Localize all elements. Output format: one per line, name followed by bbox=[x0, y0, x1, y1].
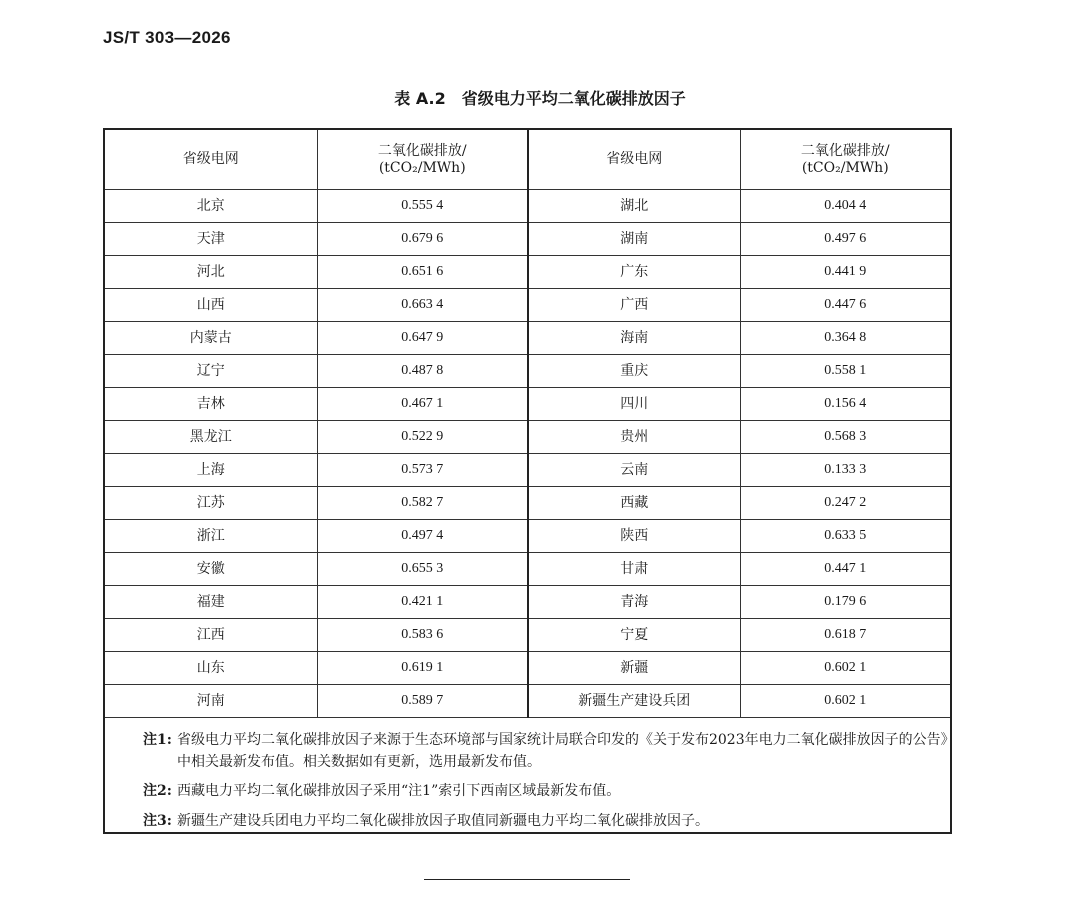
emission-value-cell: 0.618 7 bbox=[740, 619, 950, 652]
province-name-cell: 山西 bbox=[105, 289, 317, 322]
header-emission-right bbox=[740, 130, 950, 190]
table-row bbox=[105, 487, 950, 520]
table-row bbox=[105, 553, 950, 586]
table-row bbox=[105, 322, 950, 355]
emission-value-cell: 0.602 1 bbox=[740, 685, 950, 718]
province-name-cell: 海南 bbox=[528, 322, 740, 355]
province-name-cell: 重庆 bbox=[528, 355, 740, 388]
province-name-cell: 吉林 bbox=[105, 388, 317, 421]
province-name-cell: 西藏 bbox=[528, 487, 740, 520]
table-row bbox=[105, 619, 950, 652]
emission-value-cell: 0.663 4 bbox=[317, 289, 528, 322]
emission-value-cell: 0.447 1 bbox=[740, 553, 950, 586]
province-name-cell: 内蒙古 bbox=[105, 322, 317, 355]
emission-value-cell: 0.589 7 bbox=[317, 685, 528, 718]
table-row bbox=[105, 190, 950, 223]
table-row bbox=[105, 586, 950, 619]
header-emission-line1: 二氧化碳排放/ bbox=[377, 142, 467, 159]
province-name-cell: 宁夏 bbox=[528, 619, 740, 652]
province-name-cell: 四川 bbox=[528, 388, 740, 421]
emission-value-cell: 0.156 4 bbox=[740, 388, 950, 421]
emission-value-cell: 0.582 7 bbox=[317, 487, 528, 520]
table-row bbox=[105, 355, 950, 388]
province-name-cell: 云南 bbox=[528, 454, 740, 487]
emission-value-cell: 0.647 9 bbox=[317, 322, 528, 355]
emission-value-cell: 0.421 1 bbox=[317, 586, 528, 619]
note-label: 注1: bbox=[143, 732, 172, 748]
header-emission-left bbox=[317, 130, 528, 190]
emission-value-cell: 0.655 3 bbox=[317, 553, 528, 586]
province-name-cell: 湖南 bbox=[528, 223, 740, 256]
table-frame bbox=[103, 128, 952, 834]
province-name-cell: 新疆 bbox=[528, 652, 740, 685]
emission-value-cell: 0.487 8 bbox=[317, 355, 528, 388]
note-item bbox=[143, 730, 950, 773]
table-header-row bbox=[105, 130, 950, 190]
emission-value-cell: 0.573 7 bbox=[317, 454, 528, 487]
province-name-cell: 上海 bbox=[105, 454, 317, 487]
province-name-cell: 青海 bbox=[528, 586, 740, 619]
province-name-cell: 广西 bbox=[528, 289, 740, 322]
table-row bbox=[105, 388, 950, 421]
note-text: 新疆生产建设兵团电力平均二氧化碳排放因子取值同新疆电力平均二氧化碳排放因子。 bbox=[177, 813, 709, 830]
document-code: JS/T 303—2026 bbox=[103, 28, 231, 47]
note-text: 西藏电力平均二氧化碳排放因子采用“注1”索引下西南区域最新发布值。 bbox=[177, 783, 621, 800]
header-grid-left: 省级电网 bbox=[105, 130, 317, 190]
table-row bbox=[105, 289, 950, 322]
emission-value-cell: 0.364 8 bbox=[740, 322, 950, 355]
emission-value-cell: 0.467 1 bbox=[317, 388, 528, 421]
note-text: 省级电力平均二氧化碳排放因子来源于生态环境部与国家统计局联合印发的《关于发布2023年电力二氧化碳排放因子的公告》中相关最新发布值。相关数据如有更新，选用最新发布值。 bbox=[177, 732, 948, 770]
emission-value-cell: 0.497 4 bbox=[317, 520, 528, 553]
header-emission-line2: (tCO₂/MWh) bbox=[801, 159, 889, 176]
footer-rule bbox=[424, 879, 630, 880]
emission-value-cell: 0.619 1 bbox=[317, 652, 528, 685]
emission-factor-table bbox=[105, 130, 950, 718]
table-row bbox=[105, 256, 950, 289]
note-item bbox=[143, 781, 950, 803]
emission-value-cell: 0.247 2 bbox=[740, 487, 950, 520]
province-name-cell: 辽宁 bbox=[105, 355, 317, 388]
header-emission-line1: 二氧化碳排放/ bbox=[800, 142, 890, 159]
province-name-cell: 河南 bbox=[105, 685, 317, 718]
province-name-cell: 湖北 bbox=[528, 190, 740, 223]
emission-value-cell: 0.558 1 bbox=[740, 355, 950, 388]
table-row bbox=[105, 421, 950, 454]
emission-value-cell: 0.179 6 bbox=[740, 586, 950, 619]
province-name-cell: 浙江 bbox=[105, 520, 317, 553]
note-label: 注3: bbox=[143, 813, 172, 830]
province-name-cell: 安徽 bbox=[105, 553, 317, 586]
emission-value-cell: 0.602 1 bbox=[740, 652, 950, 685]
table-row bbox=[105, 652, 950, 685]
province-name-cell: 广东 bbox=[528, 256, 740, 289]
province-name-cell: 福建 bbox=[105, 586, 317, 619]
emission-value-cell: 0.651 6 bbox=[317, 256, 528, 289]
emission-value-cell: 0.555 4 bbox=[317, 190, 528, 223]
emission-value-cell: 0.447 6 bbox=[740, 289, 950, 322]
province-name-cell: 陕西 bbox=[528, 520, 740, 553]
emission-value-cell: 0.497 6 bbox=[740, 223, 950, 256]
note-item bbox=[143, 811, 950, 833]
province-name-cell: 甘肃 bbox=[528, 553, 740, 586]
table-row bbox=[105, 223, 950, 256]
emission-value-cell: 0.133 3 bbox=[740, 454, 950, 487]
table-row bbox=[105, 454, 950, 487]
emission-value-cell: 0.404 4 bbox=[740, 190, 950, 223]
province-name-cell: 贵州 bbox=[528, 421, 740, 454]
table-notes bbox=[105, 722, 950, 841]
province-name-cell: 新疆生产建设兵团 bbox=[528, 685, 740, 718]
emission-value-cell: 0.583 6 bbox=[317, 619, 528, 652]
emission-value-cell: 0.568 3 bbox=[740, 421, 950, 454]
province-name-cell: 天津 bbox=[105, 223, 317, 256]
province-name-cell: 江苏 bbox=[105, 487, 317, 520]
province-name-cell: 北京 bbox=[105, 190, 317, 223]
province-name-cell: 黑龙江 bbox=[105, 421, 317, 454]
table-row bbox=[105, 520, 950, 553]
table-row bbox=[105, 685, 950, 718]
header-emission-line2: (tCO₂/MWh) bbox=[378, 159, 466, 176]
province-name-cell: 河北 bbox=[105, 256, 317, 289]
header-grid-right: 省级电网 bbox=[528, 130, 740, 190]
note-label: 注2: bbox=[143, 783, 172, 800]
province-name-cell: 山东 bbox=[105, 652, 317, 685]
emission-value-cell: 0.633 5 bbox=[740, 520, 950, 553]
emission-value-cell: 0.441 9 bbox=[740, 256, 950, 289]
emission-value-cell: 0.522 9 bbox=[317, 421, 528, 454]
province-name-cell: 江西 bbox=[105, 619, 317, 652]
table-title: 表 A.2 省级电力平均二氧化碳排放因子 bbox=[394, 89, 686, 108]
emission-value-cell: 0.679 6 bbox=[317, 223, 528, 256]
